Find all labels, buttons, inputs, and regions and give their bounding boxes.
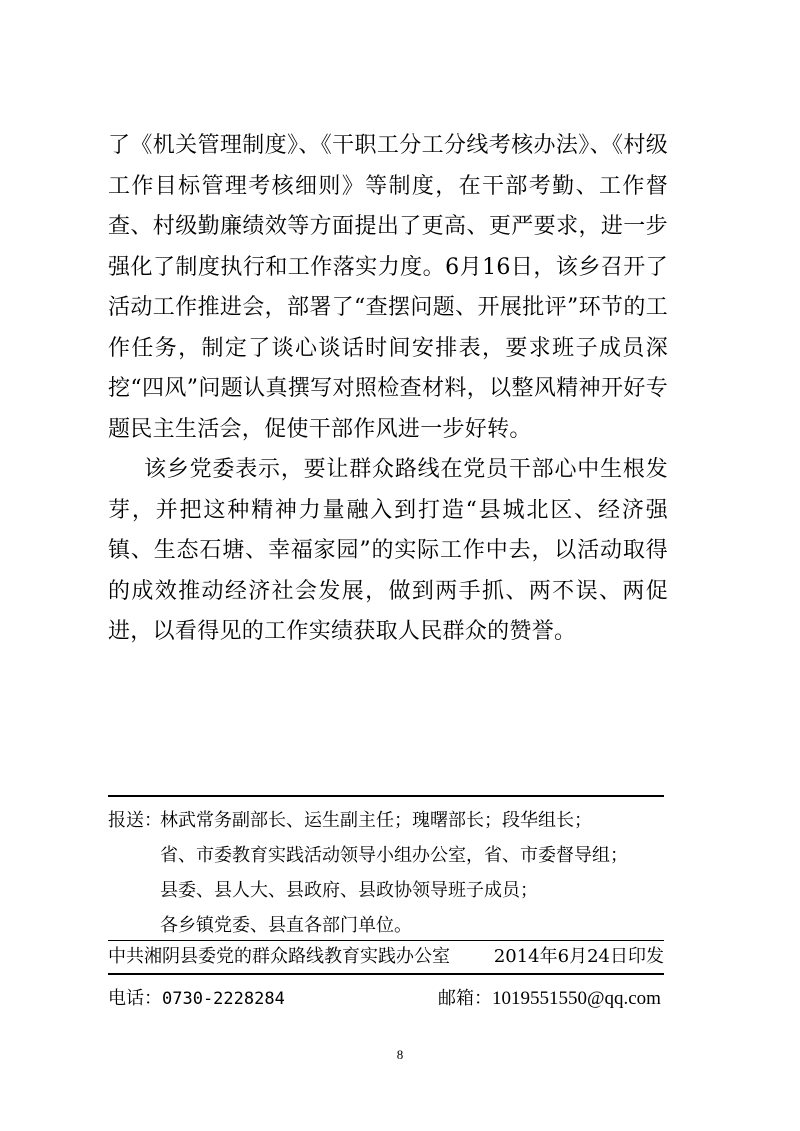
body-text: [108, 126, 668, 653]
issuing-office: 中共湘阴县委党的群众路线教育实践办公室: [108, 946, 450, 967]
distribution-line-4: 各乡镇党委、县直各部门单位。: [160, 915, 412, 936]
issuer-row: [108, 944, 664, 970]
distribution-line-1: 林武常务副部长、运生副主任；瑰曙部长；段华组长；: [160, 810, 592, 831]
issuer-bottom-rule: [108, 973, 664, 975]
phone-contact: [108, 985, 285, 1013]
email-contact: [438, 985, 661, 1013]
body-paragraph-2: 该乡党委表示，要让群众路线在党员干部心中生根发芽，并把这种精神力量融入到打造“县城北区、经济强镇、生态石塘、幸福家园”的实际工作中去，以活动取得的成效推动经济社会发展，做到两手抓、两不误、两促进，以看得见的工作实绩获取人民群众的赞誉。: [108, 457, 668, 644]
distribution-line-2: 省、市委教育实践活动领导小组办公室，省、市委督导组；: [160, 845, 628, 866]
distribution-top-rule: [108, 795, 664, 797]
page-number: 8: [396, 1047, 404, 1062]
distribution-list: [108, 803, 668, 943]
email-address: 1019551550@qq.com: [492, 988, 661, 1009]
distribution-line-3: 县委、县人大、县政府、县政协领导班子成员；: [160, 880, 538, 901]
phone-number: 0730-2228284: [162, 989, 285, 1009]
issuer-top-rule: [108, 940, 664, 941]
print-date: 2014年6月24日印发: [493, 946, 664, 967]
email-label: 邮箱：: [438, 988, 492, 1009]
distribution-label: 报送：: [108, 810, 162, 831]
phone-label: 电话：: [108, 988, 162, 1009]
distribution-first-row: [108, 803, 668, 838]
body-paragraph-1: 了《机关管理制度》、《干职工分工分线考核办法》、《村级工作目标管理考核细则》等制度，在干部考勤、工作督查、村级勤廉绩效等方面提出了更高、更严要求，进一步强化了制度执行和工作落实力度。6月16日，该乡召开了活动工作推进会，部署了“查摆问题、开展批评”环节的工作任务，制定了谈心谈话时间安排表，要求班子成员深挖“四风”问题认真撰写对照检查材料，以整风精神开好专题民主生活会，促使干部作风进一步好转。: [108, 133, 668, 442]
